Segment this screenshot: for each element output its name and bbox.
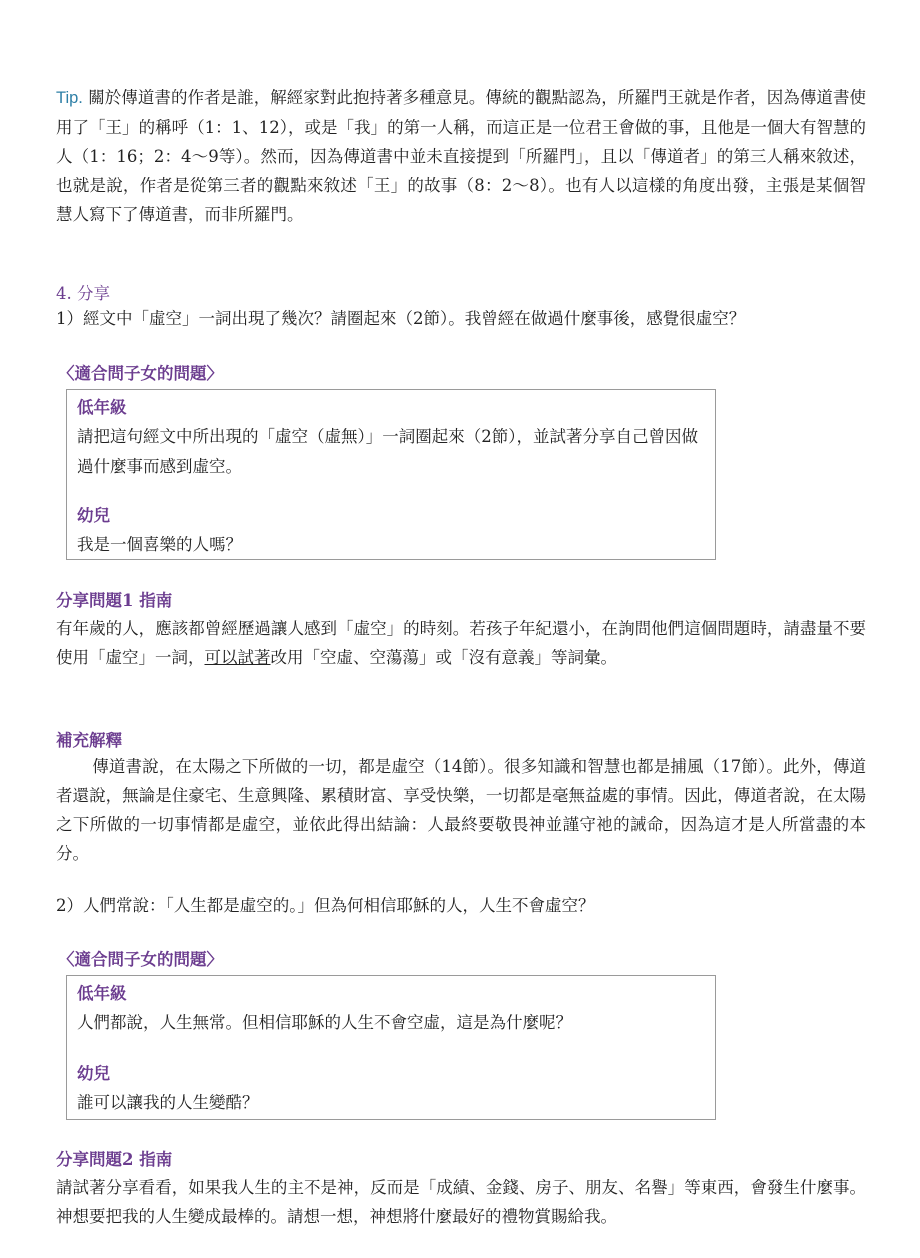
kids-questions-heading-2: 〈適合問子女的問題〉 xyxy=(58,950,223,969)
supplement-text: 傳道書說，在太陽之下所做的一切，都是虛空（14節）。很多知識和智慧也都是捕風（17節）。此外，傳道者還說，無論是住豪宅、生意興隆、累積財富、享受快樂，一切都是毫無益處的事情。因此，傳道者說，在太陽之下所做的一切事情都是虛空，並依此得出結論：人最終要敬畏神並謹守祂的誡命，因為這才是人所當盡的本分。 xyxy=(56,757,866,863)
guide-text-2: 請試著分享看看，如果我人生的主不是神，反而是「成績、金錢、房子、朋友、名譽」等東西，會發生什麼事。神想要把我的人生變成最棒的。請想一想，神想將什麼最好的禮物賞賜給我。 xyxy=(56,1178,866,1226)
guide-text-1a: 有年歲的人，應該都曾經歷過讓人感到「虛空」的時刻。若孩子年紀還小，在詢問他們這個問題時，請盡量不要使用「虛空」一詞， xyxy=(56,619,866,667)
lower-grade-label-1: 低年級 xyxy=(77,398,127,417)
guide-text-1b: 改用「空虛、空蕩蕩」或「沒有意義」等詞彙。 xyxy=(270,648,617,667)
lower-grade-text-1: 請把這句經文中所出現的「虛空（虛無）」一詞圈起來（2節），並試著分享自己曾因做過什麼事而感到虛空。 xyxy=(77,427,698,476)
question-2: 2）人們常說：「人生都是虛空的。」但為何相信耶穌的人，人生不會虛空？ xyxy=(56,896,595,915)
tip-text: 關於傳道書的作者是誰，解經家對此抱持著多種意見。傳統的觀點認為，所羅門王就是作者，因為傳道書使用了「王」的稱呼（1：1、12），或是「我」的第一人稱，而這正是一位君王會做的事，且他是一個大有智慧的人（1：16；2：4～9等）。然而，因為傳道書中並未直接提到「所羅門」，且以「傳道者」的第三人稱來敘述，也就是說，作者是從第三者的觀點來敘述「王」的故事（8：2～8）。也有人以這樣的角度出發，主張是某個智慧人寫下了傳道書，而非所羅門。 xyxy=(56,88,866,224)
tip-paragraph xyxy=(56,83,866,229)
tip-label: Tip. xyxy=(56,89,83,107)
young-child-label-2: 幼兒 xyxy=(77,1064,110,1083)
lower-grade-label-2: 低年級 xyxy=(77,984,127,1003)
question-1: 1）經文中「虛空」一詞出現了幾次？請圈起來（2節）。我曾經在做過什麼事後，感覺很虛空？ xyxy=(56,309,746,328)
lower-grade-text-2: 人們都說，人生無常。但相信耶穌的人生不會空虛，這是為什麼呢？ xyxy=(77,1013,572,1032)
kids-questions-box-1 xyxy=(66,389,716,560)
kids-questions-box-2 xyxy=(66,975,716,1120)
guide-text-1-underlined: 可以試著 xyxy=(204,648,271,667)
supplement-heading: 補充解釋 xyxy=(56,731,122,750)
guide-heading-1: 分享問題1 指南 xyxy=(56,591,173,610)
young-child-text-2: 誰可以讓我的人生變酷？ xyxy=(77,1093,259,1112)
young-child-text-1: 我是一個喜樂的人嗎？ xyxy=(77,535,242,554)
guide-text-1 xyxy=(56,614,866,672)
kids-questions-heading-1: 〈適合問子女的問題〉 xyxy=(58,364,223,383)
young-child-label-1: 幼兒 xyxy=(77,506,110,525)
section-heading: 4. 分享 xyxy=(56,284,110,303)
guide-heading-2: 分享問題2 指南 xyxy=(56,1150,173,1169)
